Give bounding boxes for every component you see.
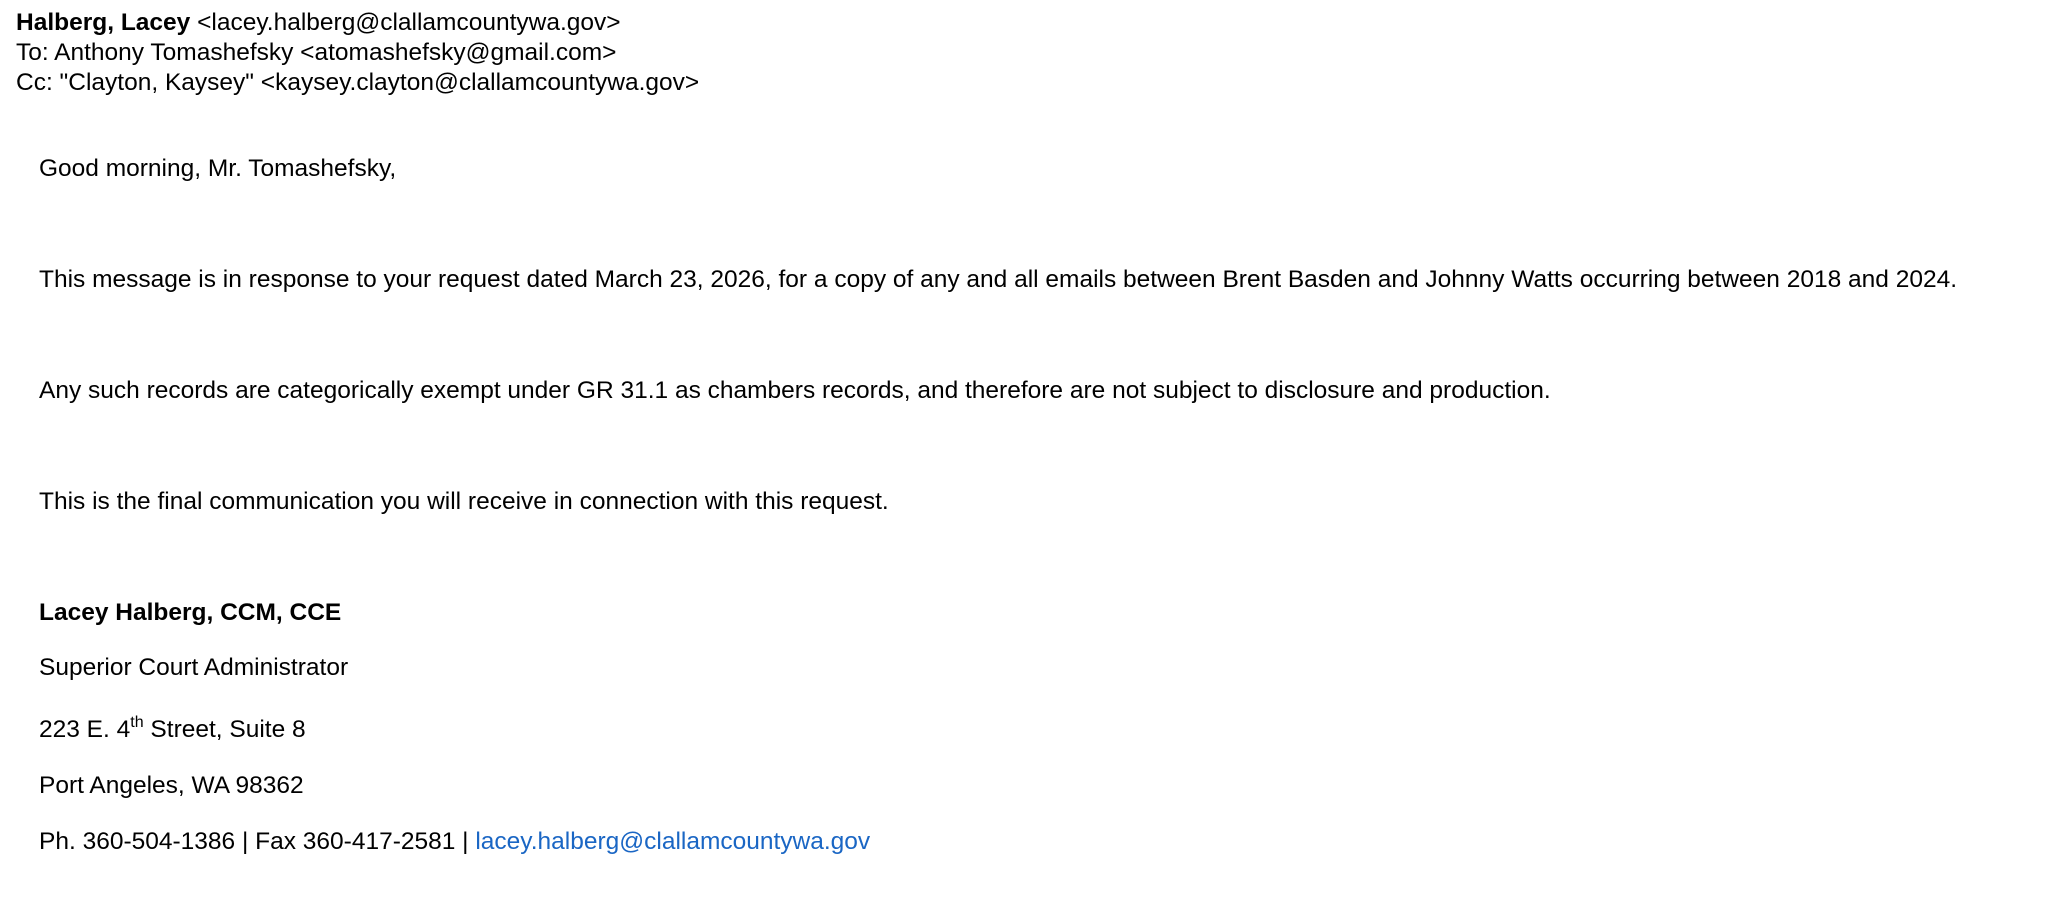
address-suffix: Street, Suite 8 <box>143 716 306 743</box>
signature-contact <box>39 827 870 857</box>
email-header <box>16 8 699 98</box>
greeting: Good morning, Mr. Tomashefsky, <box>39 155 397 182</box>
sender-name: Halberg, Lacey <box>16 9 191 36</box>
paragraph-request: This message is in response to your request dated March 23, 2026, for a copy of any and all emails between Brent Basden and Johnny Watts occurring between 2018 and 2024. <box>39 266 1958 293</box>
cc-line: Cc: "Clayton, Kaysey" <kaysey.clayton@clallamcountywa.gov> <box>16 69 700 96</box>
signature-name: Lacey Halberg, CCM, CCE <box>39 599 342 626</box>
address-prefix: 223 E. 4 <box>39 716 131 743</box>
signature-city: Port Angeles, WA 98362 <box>39 772 304 799</box>
signature-email-link[interactable]: lacey.halberg@clallamcountywa.gov <box>475 828 871 855</box>
signature-title: Superior Court Administrator <box>39 654 349 681</box>
paragraph-exemption: Any such records are categorically exempt under GR 31.1 as chambers records, and therefore are not subject to disclosure and production. <box>39 377 1551 404</box>
to-line: To: Anthony Tomashefsky <atomashefsky@gmail.com> <box>16 39 617 66</box>
signature-address <box>39 715 306 748</box>
sender-email: <lacey.halberg@clallamcountywa.gov> <box>197 9 621 36</box>
paragraph-final: This is the final communication you will receive in connection with this request. <box>39 488 889 515</box>
contact-phone-fax: Ph. 360-504-1386 | Fax 360-417-2581 | <box>39 828 476 855</box>
address-superscript: th <box>130 714 144 731</box>
from-line <box>16 8 699 38</box>
